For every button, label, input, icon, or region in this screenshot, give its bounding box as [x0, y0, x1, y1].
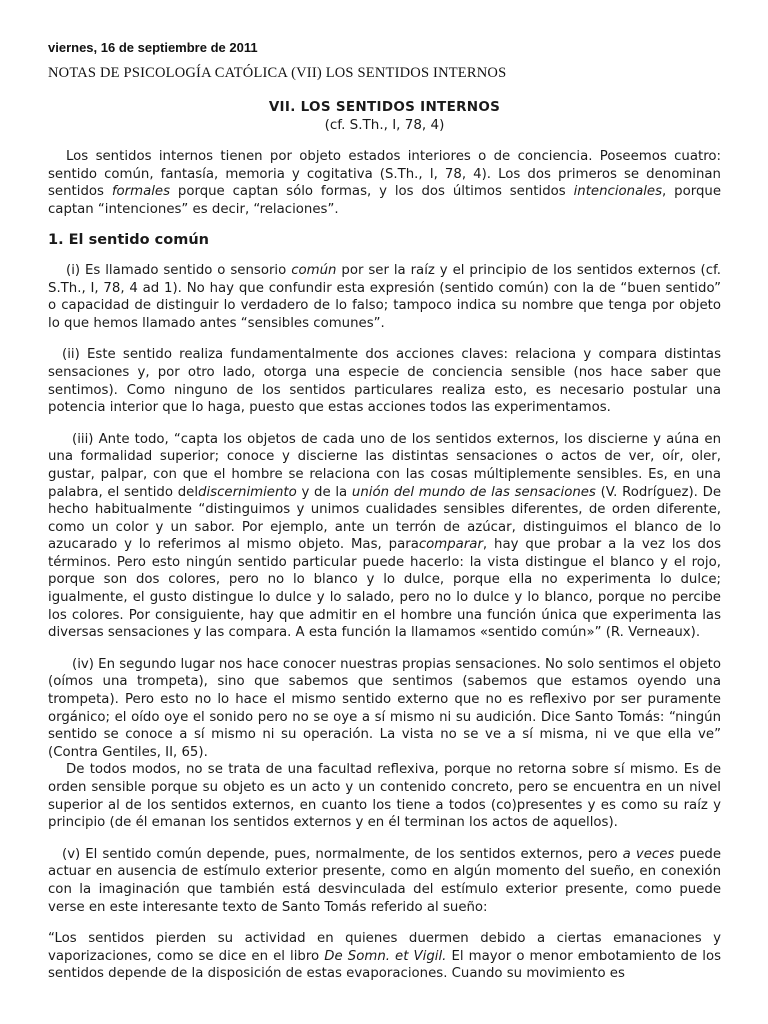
post-body	[48, 148, 721, 983]
chapter-reference: (cf. S.Th., I, 78, 4)	[324, 117, 445, 133]
section-title: 1. El sentido común	[48, 232, 209, 249]
paragraph-v: (v) El sentido común depende, pues, normalmente, de los sentidos externos, pero a veces puede actuar en ausencia de estímulo exterior presente, como en algún momento del sueño, en conexión con la imaginación que también está desvinculada del estímulo exterior presente, como puede verse en este interesante texto de Santo Tomás referido al sueño:	[48, 846, 721, 915]
post-title: NOTAS DE PSICOLOGÍA CATÓLICA (VII) LOS SENTIDOS INTERNOS	[48, 65, 507, 81]
post-date: viernes, 16 de septiembre de 2011	[48, 40, 258, 55]
paragraph-i: (i) Es llamado sentido o sensorio común por ser la raíz y el principio de los sentidos externos (cf. S.Th., I, 78, 4 ad 1). No hay que confundir esta expresión (sentido común) con la de “buen sentido” o capacidad de distinguir lo verdadero de lo falso; tampoco indica su nombre que tenga por objeto lo que hemos llamado antes “sensibles comunes”.	[48, 262, 721, 331]
quote-paragraph: “Los sentidos pierden su actividad en quienes duermen debido a ciertas emanaciones y vaporizaciones, como se dice en el libro De Somn. et Vigil. El mayor o menor embotamiento de los sentidos depende de la disposición de estas evaporaciones. Cuando su movimiento es	[48, 931, 722, 982]
chapter-heading	[48, 98, 721, 134]
paragraph-iv-continued: De todos modos, no se trata de una facultad reflexiva, porque no retorna sobre sí mismo. Es de orden sensible porque su objeto es un acto y un contenido concreto, pero se encuentra en un nivel superior al de los sentidos externos, en cuanto los tiene a todos (co)presentes y es como su raíz y principio (de él emanan los sentidos externos y en él terminan los actos de aquellos).	[48, 762, 721, 831]
intro-paragraph: Los sentidos internos tienen por objeto estados interiores o de conciencia. Poseemos cuatro: sentido común, fantasía, memoria y cogitativa (S.Th., I, 78, 4). Los dos primeros se denominan sentidos formales porque captan sólo formas, y los dos últimos sentidos intencionales, porque captan “intenciones” es decir, “relaciones”.	[48, 149, 721, 217]
paragraph-iv: (iv) En segundo lugar nos hace conocer nuestras propias sensaciones. No solo sentimos el objeto (oímos una trompeta), sino que sabemos que sentimos (sabemos que estamos oyendo una trompeta). Pero esto no lo hace el mismo sentido externo que no es reflexivo por ser puramente orgánico; el oído oye el sonido pero no se oye a sí mismo ni su audición. Dice Santo Tomás: “ningún sentido se conoce a sí mismo ni su operación. La vista no se ve a sí misma, ni ve que ella ve” (Contra Gentiles, II, 65).	[48, 656, 721, 760]
chapter-title: VII. LOS SENTIDOS INTERNOS	[268, 99, 501, 115]
paragraph-iii: (iii) Ante todo, “capta los objetos de cada uno de los sentidos externos, los discierne y aúna en una formalidad superior; conoce y discierne las distintas sensaciones o actos de ver, oír, oler, gustar, palpar, con que el hombre se relaciona con las cosas múltiplemente sensibles. Es, en una palabra, el sentido deldiscernimiento y de la unión del mundo de las sensaciones (V. Rodríguez). De hecho habitualmente “distinguimos y unimos cualidades sensibles diferentes, de orden diferente, como un color y un sabor. Por ejemplo, ante un terrón de azúcar, distinguimos el blanco de lo azucarado y lo referimos al mismo objeto. Mas, paracomparar, hay que probar a la vez los dos términos. Pero esto ningún sentido particular puede hacerlo: la vista distingue el blanco y el rojo, porque son dos colores, pero no lo blanco y lo dulce, porque ella no experimenta lo dulce; igualmente, el gusto distingue lo dulce y lo salado, pero no lo dulce y lo blanco, porque no percibe los colores. Por consiguiente, hay que admitir en el hombre una función única que experimenta las diversas sensaciones y las compara. A esta función la llamamos «sentido común»” (R. Verneaux).	[48, 431, 722, 641]
paragraph-ii: (ii) Este sentido realiza fundamentalmente dos acciones claves: relaciona y compara distintas sensaciones y, por otro lado, otorga una especie de conciencia sensible (nos hace saber que sentimos). Como ninguno de los sentidos particulares realiza esto, es necesario postular una potencia interior que lo haga, puesto que estas acciones todos las experimentamos.	[48, 347, 721, 416]
blog-post	[48, 40, 721, 997]
